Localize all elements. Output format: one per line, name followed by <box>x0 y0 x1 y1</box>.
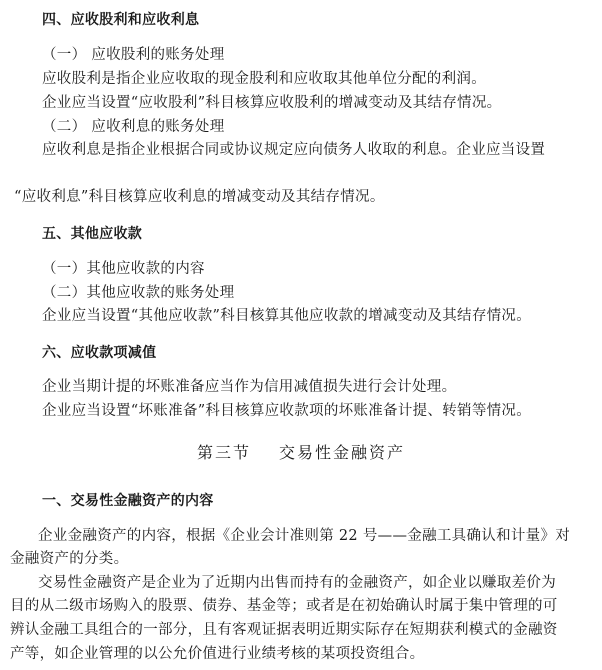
paragraph-line: 应收股利是指企业应收取的现金股利和应收取其他单位分配的利润。 <box>42 71 486 87</box>
paragraph-line: 企业应当设置“其他应收款”科目核算其他应收款的增减变动及其结存情况。 <box>42 308 532 324</box>
subsection-heading: （一）其他应收款的内容 <box>42 261 205 277</box>
paragraph-line: 企业应当设置“应收股利”科目核算应收股利的增减变动及其结存情况。 <box>42 95 502 111</box>
paragraph-line: 企业金融资产的内容，根据《企业会计准则第 22 号——金融工具确认和计量》对 <box>38 528 571 544</box>
paragraph-line: 应收利息是指企业根据合同或协议规定应向债务人收取的利息。企业应当设置 <box>42 142 546 158</box>
section-heading: 六、应收款项减值 <box>42 345 157 361</box>
subsection-heading: （二）其他应收款的账务处理 <box>42 285 235 301</box>
section-heading: 四、应收股利和应收利息 <box>42 12 200 28</box>
section-heading: 一、交易性金融资产的内容 <box>42 493 214 509</box>
section-title: 交易性金融资产 <box>279 443 406 462</box>
paragraph-line: 目的从二级市场购入的股票、债券、基金等；或者是在初始确认时属于集中管理的可 <box>10 598 558 614</box>
chapter-section-title <box>0 443 602 463</box>
paragraph-line: 交易性金融资产是企业为了近期内出售而持有的金融资产，如企业以赚取差价为 <box>38 575 556 591</box>
paragraph-line: “应收利息”科目核算应收利息的增减变动及其结存情况。 <box>14 189 385 205</box>
paragraph-line: 辨认金融工具组合的一部分，且有客观证据表明近期实际存在短期获利模式的金融资 <box>10 622 558 638</box>
paragraph-line: 企业应当设置“坏账准备”科目核算应收款项的坏账准备计提、转销等情况。 <box>42 403 532 419</box>
section-number: 第三节 <box>196 443 251 462</box>
paragraph-line: 金融资产的分类。 <box>10 551 129 567</box>
paragraph-line: 产等，如企业管理的以公允价值进行业绩考核的某项投资组合。 <box>10 646 425 662</box>
subsection-heading: （一） 应收股利的账务处理 <box>42 47 225 63</box>
paragraph-line: 企业当期计提的坏账准备应当作为信用减值损失进行会计处理。 <box>42 379 457 395</box>
subsection-heading: （二） 应收利息的账务处理 <box>42 119 225 135</box>
section-heading: 五、其他应收款 <box>42 226 143 242</box>
